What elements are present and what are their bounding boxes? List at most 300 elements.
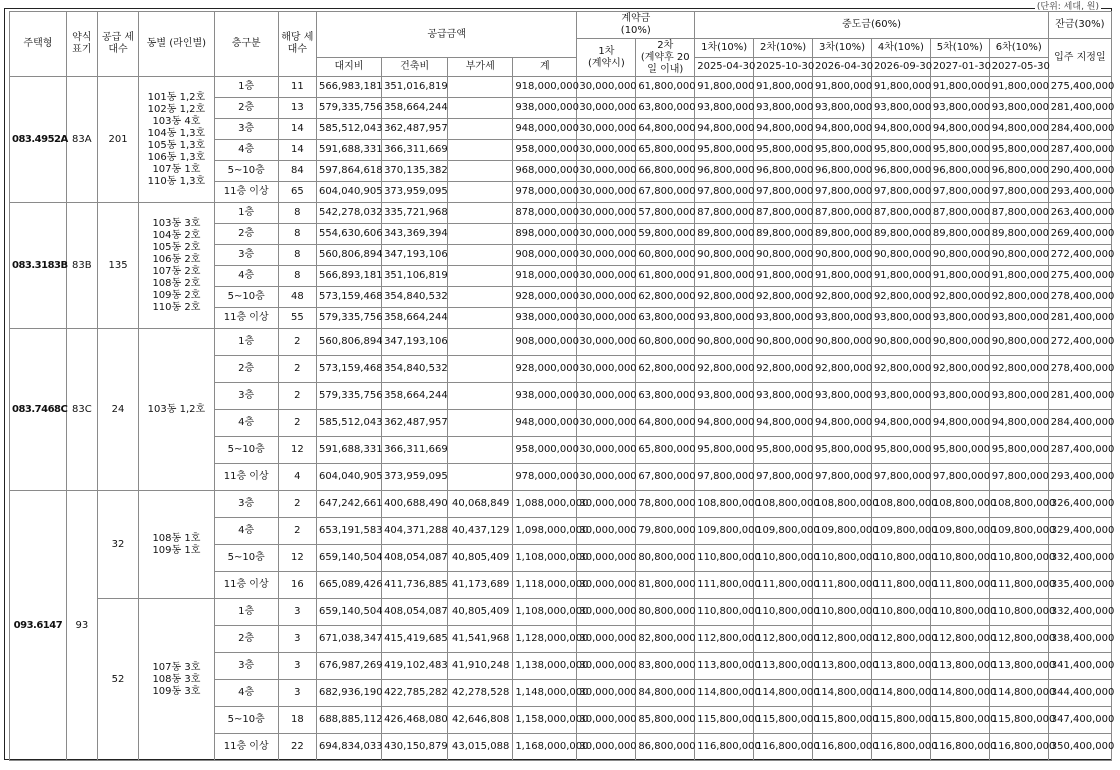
balance-cell: 332,400,000	[1048, 599, 1111, 626]
middle6-cell: 116,800,000	[989, 734, 1048, 761]
middle6-cell: 115,800,000	[989, 707, 1048, 734]
middle6-cell: 110,800,000	[989, 545, 1048, 572]
deposit1-cell: 30,000,000	[577, 308, 636, 329]
floor-cell: 3층	[214, 383, 278, 410]
floor-cell: 1층	[214, 77, 278, 98]
middle3-cell: 92,800,000	[813, 287, 872, 308]
deposit1-cell: 30,000,000	[577, 464, 636, 491]
middle3-cell: 90,800,000	[813, 329, 872, 356]
middle5-cell: 95,800,000	[930, 140, 989, 161]
middle6-cell: 90,800,000	[989, 329, 1048, 356]
land-price-cell: 604,040,905	[316, 182, 381, 203]
dong-line: 103동 4호	[152, 115, 201, 127]
middle6-cell: 96,800,000	[989, 161, 1048, 182]
middle1-cell: 112,800,000	[695, 626, 754, 653]
middle6-cell: 112,800,000	[989, 626, 1048, 653]
vat-cell: 40,805,409	[448, 599, 513, 626]
dong-line: 103동 3호	[152, 217, 201, 229]
middle5-cell: 87,800,000	[930, 203, 989, 224]
vat-cell	[448, 140, 513, 161]
table-row	[10, 491, 1112, 518]
dong-line: 110동 1,3호	[147, 175, 206, 187]
land-price-cell: 676,987,269	[316, 653, 381, 680]
dong-line: 101동 1,2호	[147, 91, 206, 103]
land-price-cell: 542,278,032	[316, 203, 381, 224]
middle3-cell: 114,800,000	[813, 680, 872, 707]
deposit1-cell: 30,000,000	[577, 734, 636, 761]
deposit1-cell: 30,000,000	[577, 626, 636, 653]
floor-cell: 3층	[214, 653, 278, 680]
middle3-cell: 94,800,000	[813, 119, 872, 140]
balance-cell: 293,400,000	[1048, 182, 1111, 203]
middle4-cell: 96,800,000	[871, 161, 930, 182]
building-price-cell: 419,102,483	[382, 653, 448, 680]
land-price-cell: 566,983,181	[316, 77, 381, 98]
building-price-cell: 351,016,819	[382, 77, 448, 98]
total-price-cell: 1,108,000,000	[513, 599, 577, 626]
middle6-cell: 89,800,000	[989, 224, 1048, 245]
land-price-cell: 591,688,331	[316, 437, 381, 464]
land-price-cell: 554,630,606	[316, 224, 381, 245]
middle5-cell: 90,800,000	[930, 245, 989, 266]
total-price-cell: 918,000,000	[513, 266, 577, 287]
middle5-cell: 96,800,000	[930, 161, 989, 182]
building-price-cell: 415,419,685	[382, 626, 448, 653]
building-price-cell: 430,150,879	[382, 734, 448, 761]
dong-line: 109동 1호	[152, 544, 201, 556]
units-cell: 3	[278, 653, 316, 680]
building-price-cell: 411,736,885	[382, 572, 448, 599]
vat-cell: 41,541,968	[448, 626, 513, 653]
deposit2-cell: 63,800,000	[636, 308, 695, 329]
hdr-mid6: 6차(10%)	[989, 39, 1048, 58]
vat-cell: 40,805,409	[448, 545, 513, 572]
building-price-cell: 343,369,394	[382, 224, 448, 245]
total-price-cell: 938,000,000	[513, 98, 577, 119]
middle3-cell: 93,800,000	[813, 98, 872, 119]
balance-cell: 263,400,000	[1048, 203, 1111, 224]
middle2-cell: 112,800,000	[754, 626, 813, 653]
balance-cell: 275,400,000	[1048, 77, 1111, 98]
table-row	[10, 203, 1112, 224]
house-type-cell: 083.7468C	[10, 329, 67, 491]
floor-cell: 5~10층	[214, 545, 278, 572]
building-price-cell: 422,785,282	[382, 680, 448, 707]
middle6-cell: 93,800,000	[989, 308, 1048, 329]
middle5-cell: 111,800,000	[930, 572, 989, 599]
dong-line: 105동 1,3호	[147, 139, 206, 151]
middle6-cell: 111,800,000	[989, 572, 1048, 599]
building-price-cell: 366,311,669	[382, 437, 448, 464]
deposit1-cell: 30,000,000	[577, 653, 636, 680]
table-row	[10, 77, 1112, 98]
total-price-cell: 908,000,000	[513, 245, 577, 266]
middle1-cell: 93,800,000	[695, 308, 754, 329]
middle3-cell: 91,800,000	[813, 77, 872, 98]
balance-cell: 350,400,000	[1048, 734, 1111, 761]
middle4-cell: 93,800,000	[871, 383, 930, 410]
middle6-cell: 90,800,000	[989, 245, 1048, 266]
building-price-cell: 351,106,819	[382, 266, 448, 287]
middle6-cell: 94,800,000	[989, 119, 1048, 140]
middle5-cell: 114,800,000	[930, 680, 989, 707]
deposit2-cell: 63,800,000	[636, 98, 695, 119]
middle5-cell: 97,800,000	[930, 464, 989, 491]
middle6-cell: 97,800,000	[989, 182, 1048, 203]
hdr-mid2: 2차(10%)	[754, 39, 813, 58]
deposit2-cell: 57,800,000	[636, 203, 695, 224]
middle1-cell: 110,800,000	[695, 599, 754, 626]
hdr-dep1-label: 1차	[598, 45, 615, 57]
balance-cell: 284,400,000	[1048, 410, 1111, 437]
deposit2-cell: 60,800,000	[636, 245, 695, 266]
middle1-cell: 90,800,000	[695, 245, 754, 266]
vat-cell: 40,068,849	[448, 491, 513, 518]
land-price-cell: 597,864,618	[316, 161, 381, 182]
middle1-cell: 91,800,000	[695, 266, 754, 287]
floor-cell: 11층 이상	[214, 182, 278, 203]
floor-cell: 11층 이상	[214, 464, 278, 491]
deposit1-cell: 30,000,000	[577, 329, 636, 356]
middle5-cell: 95,800,000	[930, 437, 989, 464]
middle5-cell: 92,800,000	[930, 287, 989, 308]
hdr-units: 해당 세대수	[278, 12, 316, 77]
middle5-cell: 93,800,000	[930, 383, 989, 410]
land-price-cell: 585,512,043	[316, 410, 381, 437]
middle3-cell: 115,800,000	[813, 707, 872, 734]
middle5-cell: 115,800,000	[930, 707, 989, 734]
building-price-cell: 354,840,532	[382, 287, 448, 308]
building-price-cell: 347,193,106	[382, 329, 448, 356]
dong-line: 104동 2호	[152, 229, 201, 241]
hdr-dep2	[636, 39, 695, 77]
deposit1-cell: 30,000,000	[577, 491, 636, 518]
total-price-cell: 958,000,000	[513, 437, 577, 464]
middle5-cell: 93,800,000	[930, 98, 989, 119]
floor-cell: 11층 이상	[214, 572, 278, 599]
hdr-supply: 공급 세대수	[97, 12, 138, 77]
hdr-mid3: 3차(10%)	[813, 39, 872, 58]
middle6-cell: 109,800,000	[989, 518, 1048, 545]
supply-price-table	[9, 11, 1115, 761]
dong-cell	[139, 77, 214, 203]
middle2-cell: 91,800,000	[754, 77, 813, 98]
vat-cell: 40,437,129	[448, 518, 513, 545]
middle6-cell: 108,800,000	[989, 491, 1048, 518]
middle2-cell: 115,800,000	[754, 707, 813, 734]
deposit2-cell: 62,800,000	[636, 287, 695, 308]
land-price-cell: 659,140,504	[316, 599, 381, 626]
middle1-cell: 113,800,000	[695, 653, 754, 680]
balance-cell: 269,400,000	[1048, 224, 1111, 245]
abbr-cell: 83C	[66, 329, 97, 491]
middle2-cell: 109,800,000	[754, 518, 813, 545]
middle1-cell: 92,800,000	[695, 287, 754, 308]
middle6-cell: 113,800,000	[989, 653, 1048, 680]
deposit1-cell: 30,000,000	[577, 599, 636, 626]
supply-cell: 135	[97, 203, 138, 329]
hdr-abbr: 약식 표기	[66, 12, 97, 77]
middle3-cell: 110,800,000	[813, 545, 872, 572]
middle4-cell: 111,800,000	[871, 572, 930, 599]
units-cell: 8	[278, 266, 316, 287]
middle4-cell: 93,800,000	[871, 98, 930, 119]
middle3-cell: 92,800,000	[813, 356, 872, 383]
balance-cell: 341,400,000	[1048, 653, 1111, 680]
middle6-cell: 110,800,000	[989, 599, 1048, 626]
deposit1-cell: 30,000,000	[577, 287, 636, 308]
middle1-cell: 95,800,000	[695, 140, 754, 161]
middle6-cell: 92,800,000	[989, 356, 1048, 383]
units-cell: 2	[278, 518, 316, 545]
floor-cell: 4층	[214, 140, 278, 161]
middle6-cell: 91,800,000	[989, 266, 1048, 287]
building-price-cell: 362,487,957	[382, 119, 448, 140]
middle3-cell: 111,800,000	[813, 572, 872, 599]
units-cell: 3	[278, 680, 316, 707]
deposit1-cell: 30,000,000	[577, 140, 636, 161]
units-cell: 8	[278, 245, 316, 266]
middle1-cell: 93,800,000	[695, 98, 754, 119]
middle2-cell: 97,800,000	[754, 182, 813, 203]
total-price-cell: 1,128,000,000	[513, 626, 577, 653]
deposit2-cell: 64,800,000	[636, 119, 695, 140]
land-price-cell: 653,191,583	[316, 518, 381, 545]
middle4-cell: 87,800,000	[871, 203, 930, 224]
middle3-cell: 95,800,000	[813, 140, 872, 161]
middle4-cell: 109,800,000	[871, 518, 930, 545]
middle6-cell: 93,800,000	[989, 98, 1048, 119]
middle5-cell: 94,800,000	[930, 119, 989, 140]
units-cell: 13	[278, 98, 316, 119]
middle4-cell: 110,800,000	[871, 545, 930, 572]
house-type-cell: 083.4952A	[10, 77, 67, 203]
hdr-deposit-pct: (10%)	[620, 25, 651, 36]
middle3-cell: 93,800,000	[813, 383, 872, 410]
middle3-cell: 108,800,000	[813, 491, 872, 518]
dong-line: 109동 3호	[152, 685, 201, 697]
deposit1-cell: 30,000,000	[577, 356, 636, 383]
total-price-cell: 1,138,000,000	[513, 653, 577, 680]
dong-line: 108동 2호	[152, 277, 201, 289]
floor-cell: 2층	[214, 98, 278, 119]
hdr-mid6-date: 2027-05-30	[989, 58, 1048, 77]
middle6-cell: 92,800,000	[989, 287, 1048, 308]
total-price-cell: 908,000,000	[513, 329, 577, 356]
middle2-cell: 87,800,000	[754, 203, 813, 224]
floor-cell: 5~10층	[214, 161, 278, 182]
vat-cell	[448, 383, 513, 410]
deposit2-cell: 66,800,000	[636, 161, 695, 182]
vat-cell: 42,278,528	[448, 680, 513, 707]
vat-cell	[448, 119, 513, 140]
middle2-cell: 92,800,000	[754, 356, 813, 383]
building-price-cell: 354,840,532	[382, 356, 448, 383]
hdr-mid1-date: 2025-04-30	[695, 58, 754, 77]
abbr-cell: 83B	[66, 203, 97, 329]
total-price-cell: 938,000,000	[513, 308, 577, 329]
vat-cell	[448, 266, 513, 287]
land-price-cell: 560,806,894	[316, 245, 381, 266]
middle4-cell: 93,800,000	[871, 308, 930, 329]
hdr-deposit	[577, 12, 695, 39]
dong-cell	[139, 203, 214, 329]
floor-cell: 2층	[214, 224, 278, 245]
hdr-building: 건축비	[382, 58, 448, 77]
hdr-land: 대지비	[316, 58, 381, 77]
middle6-cell: 87,800,000	[989, 203, 1048, 224]
middle1-cell: 111,800,000	[695, 572, 754, 599]
middle2-cell: 90,800,000	[754, 245, 813, 266]
land-price-cell: 579,335,756	[316, 308, 381, 329]
middle2-cell: 95,800,000	[754, 437, 813, 464]
middle1-cell: 93,800,000	[695, 383, 754, 410]
building-price-cell: 358,664,244	[382, 98, 448, 119]
deposit2-cell: 62,800,000	[636, 356, 695, 383]
total-price-cell: 948,000,000	[513, 119, 577, 140]
middle5-cell: 112,800,000	[930, 626, 989, 653]
middle4-cell: 89,800,000	[871, 224, 930, 245]
floor-cell: 3층	[214, 119, 278, 140]
hdr-mid5: 5차(10%)	[930, 39, 989, 58]
balance-cell: 293,400,000	[1048, 464, 1111, 491]
middle2-cell: 90,800,000	[754, 329, 813, 356]
vat-cell: 42,646,808	[448, 707, 513, 734]
price-table-frame	[4, 2, 1115, 760]
middle2-cell: 89,800,000	[754, 224, 813, 245]
dong-cell	[139, 599, 214, 761]
building-price-cell: 347,193,106	[382, 245, 448, 266]
vat-cell: 43,015,088	[448, 734, 513, 761]
balance-cell: 278,400,000	[1048, 356, 1111, 383]
table-row	[10, 599, 1112, 626]
middle5-cell: 90,800,000	[930, 329, 989, 356]
middle1-cell: 89,800,000	[695, 224, 754, 245]
hdr-mid5-date: 2027-01-30	[930, 58, 989, 77]
deposit2-cell: 78,800,000	[636, 491, 695, 518]
hdr-floor: 층구분	[214, 12, 278, 77]
middle4-cell: 110,800,000	[871, 599, 930, 626]
units-cell: 2	[278, 356, 316, 383]
total-price-cell: 1,148,000,000	[513, 680, 577, 707]
deposit1-cell: 30,000,000	[577, 245, 636, 266]
hdr-mid2-date: 2025-10-30	[754, 58, 813, 77]
middle3-cell: 93,800,000	[813, 308, 872, 329]
middle4-cell: 92,800,000	[871, 287, 930, 308]
building-price-cell: 358,664,244	[382, 308, 448, 329]
dong-line: 109동 2호	[152, 289, 201, 301]
deposit1-cell: 30,000,000	[577, 182, 636, 203]
middle5-cell: 110,800,000	[930, 599, 989, 626]
middle1-cell: 109,800,000	[695, 518, 754, 545]
middle3-cell: 116,800,000	[813, 734, 872, 761]
balance-cell: 275,400,000	[1048, 266, 1111, 287]
middle3-cell: 91,800,000	[813, 266, 872, 287]
middle2-cell: 95,800,000	[754, 140, 813, 161]
middle5-cell: 91,800,000	[930, 266, 989, 287]
middle5-cell: 94,800,000	[930, 410, 989, 437]
units-cell: 3	[278, 599, 316, 626]
building-price-cell: 358,664,244	[382, 383, 448, 410]
land-price-cell: 579,335,756	[316, 98, 381, 119]
balance-cell: 281,400,000	[1048, 383, 1111, 410]
units-cell: 84	[278, 161, 316, 182]
middle4-cell: 94,800,000	[871, 410, 930, 437]
total-price-cell: 898,000,000	[513, 224, 577, 245]
total-price-cell: 928,000,000	[513, 356, 577, 383]
deposit1-cell: 30,000,000	[577, 518, 636, 545]
deposit1-cell: 30,000,000	[577, 98, 636, 119]
middle1-cell: 108,800,000	[695, 491, 754, 518]
middle2-cell: 94,800,000	[754, 410, 813, 437]
deposit2-cell: 67,800,000	[636, 182, 695, 203]
middle6-cell: 97,800,000	[989, 464, 1048, 491]
vat-cell	[448, 410, 513, 437]
balance-cell: 329,400,000	[1048, 518, 1111, 545]
deposit2-cell: 80,800,000	[636, 545, 695, 572]
balance-cell: 284,400,000	[1048, 119, 1111, 140]
hdr-dong: 동별 (라인별)	[139, 12, 214, 77]
middle1-cell: 94,800,000	[695, 119, 754, 140]
deposit1-cell: 30,000,000	[577, 266, 636, 287]
units-cell: 22	[278, 734, 316, 761]
dong-cell	[139, 491, 214, 599]
middle2-cell: 113,800,000	[754, 653, 813, 680]
dong-cell	[139, 329, 214, 491]
middle4-cell: 90,800,000	[871, 245, 930, 266]
land-price-cell: 647,242,661	[316, 491, 381, 518]
deposit2-cell: 60,800,000	[636, 329, 695, 356]
house-type-cell: 093.6147	[10, 491, 67, 761]
land-price-cell: 591,688,331	[316, 140, 381, 161]
floor-cell: 1층	[214, 599, 278, 626]
middle3-cell: 112,800,000	[813, 626, 872, 653]
hdr-price: 공급금액	[316, 12, 576, 58]
middle4-cell: 115,800,000	[871, 707, 930, 734]
land-price-cell: 573,159,468	[316, 356, 381, 383]
deposit2-cell: 64,800,000	[636, 410, 695, 437]
dong-line: 106동 1,3호	[147, 151, 206, 163]
middle5-cell: 113,800,000	[930, 653, 989, 680]
units-cell: 11	[278, 77, 316, 98]
middle2-cell: 116,800,000	[754, 734, 813, 761]
vat-cell	[448, 182, 513, 203]
deposit1-cell: 30,000,000	[577, 680, 636, 707]
units-cell: 8	[278, 224, 316, 245]
dong-line: 107동 2호	[152, 265, 201, 277]
middle3-cell: 96,800,000	[813, 161, 872, 182]
vat-cell: 41,910,248	[448, 653, 513, 680]
balance-cell: 344,400,000	[1048, 680, 1111, 707]
balance-cell: 272,400,000	[1048, 329, 1111, 356]
middle4-cell: 91,800,000	[871, 77, 930, 98]
units-cell: 14	[278, 140, 316, 161]
middle1-cell: 110,800,000	[695, 545, 754, 572]
vat-cell	[448, 308, 513, 329]
total-price-cell: 1,088,000,000	[513, 491, 577, 518]
vat-cell	[448, 329, 513, 356]
total-price-cell: 1,118,000,000	[513, 572, 577, 599]
middle4-cell: 112,800,000	[871, 626, 930, 653]
middle1-cell: 114,800,000	[695, 680, 754, 707]
hdr-mid4-date: 2026-09-30	[871, 58, 930, 77]
middle4-cell: 108,800,000	[871, 491, 930, 518]
units-cell: 14	[278, 119, 316, 140]
middle5-cell: 97,800,000	[930, 182, 989, 203]
building-price-cell: 362,487,957	[382, 410, 448, 437]
land-price-cell: 671,038,347	[316, 626, 381, 653]
middle2-cell: 91,800,000	[754, 266, 813, 287]
